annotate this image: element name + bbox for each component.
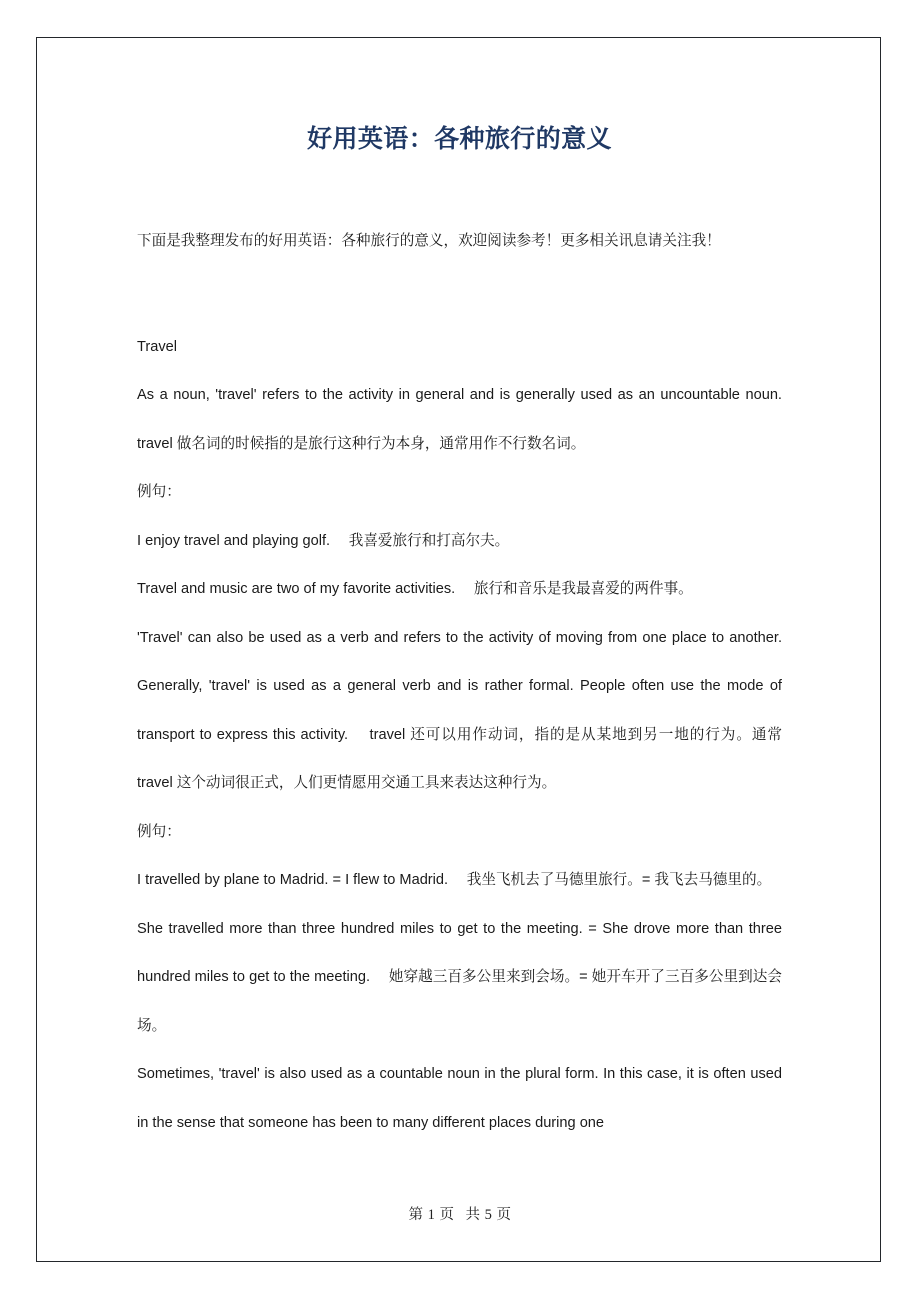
paragraph-noun-definition: As a noun, 'travel' refers to the activity in general and is generally used as an uncountable noun. travel 做名词的时候指的是旅行这种行为本身，通常用作不行数名词。 [137,387,801,452]
page-title: 好用英语：各种旅行的意义 [307,125,612,153]
example-madrid: I travelled by plane to Madrid. = I flew to Madrid. 我坐飞机去了马德里旅行。= 我飞去马德里的。 [137,872,772,888]
page-footer [0,1203,920,1224]
paragraph-verb-definition: 'Travel' can also be used as a verb and refers to the activity of moving from one place to another. Generally, 'travel' is used as a general verb and is rather formal. People often use the mode of transport to express this activity. travel 还可以用作动词，指的是从某地到另一地的行为。通常 travel 这个动词很正式，人们更情愿用交通工具来表达这种行为。 [137,629,782,791]
footer-total-pages: 共 5 页 [465,1207,512,1223]
section-heading-travel: Travel [137,338,178,355]
footer-current-page: 第 1 页 [408,1207,455,1223]
example-meeting: She travelled more than three hundred miles to get to the meeting. = She drove more than three hundred miles to get to the meeting. 她穿越三百多公里来到会场。= 她开车开了三百多公里到达会场。 [137,920,782,1034]
example-music: Travel and music are two of my favorite activities. 旅行和音乐是我最喜爱的两件事。 [137,581,693,597]
paragraph-plural-noun: Sometimes, 'travel' is also used as a countable noun in the plural form. In this case, it is often used in the sense that someone has been to many different places during one [137,1066,782,1131]
document-content [137,37,801,1147]
label-examples-1: 例句： [137,484,181,500]
intro-paragraph: 下面是我整理发布的好用英语：各种旅行的意义，欢迎阅读参考！更多相关讯息请关注我！ [137,233,721,249]
label-examples-2: 例句： [137,823,181,840]
spacer-after-title [137,154,782,217]
spacer-after-intro [137,266,782,323]
example-golf: I enjoy travel and playing golf. 我喜爱旅行和打高尔夫。 [137,532,510,549]
